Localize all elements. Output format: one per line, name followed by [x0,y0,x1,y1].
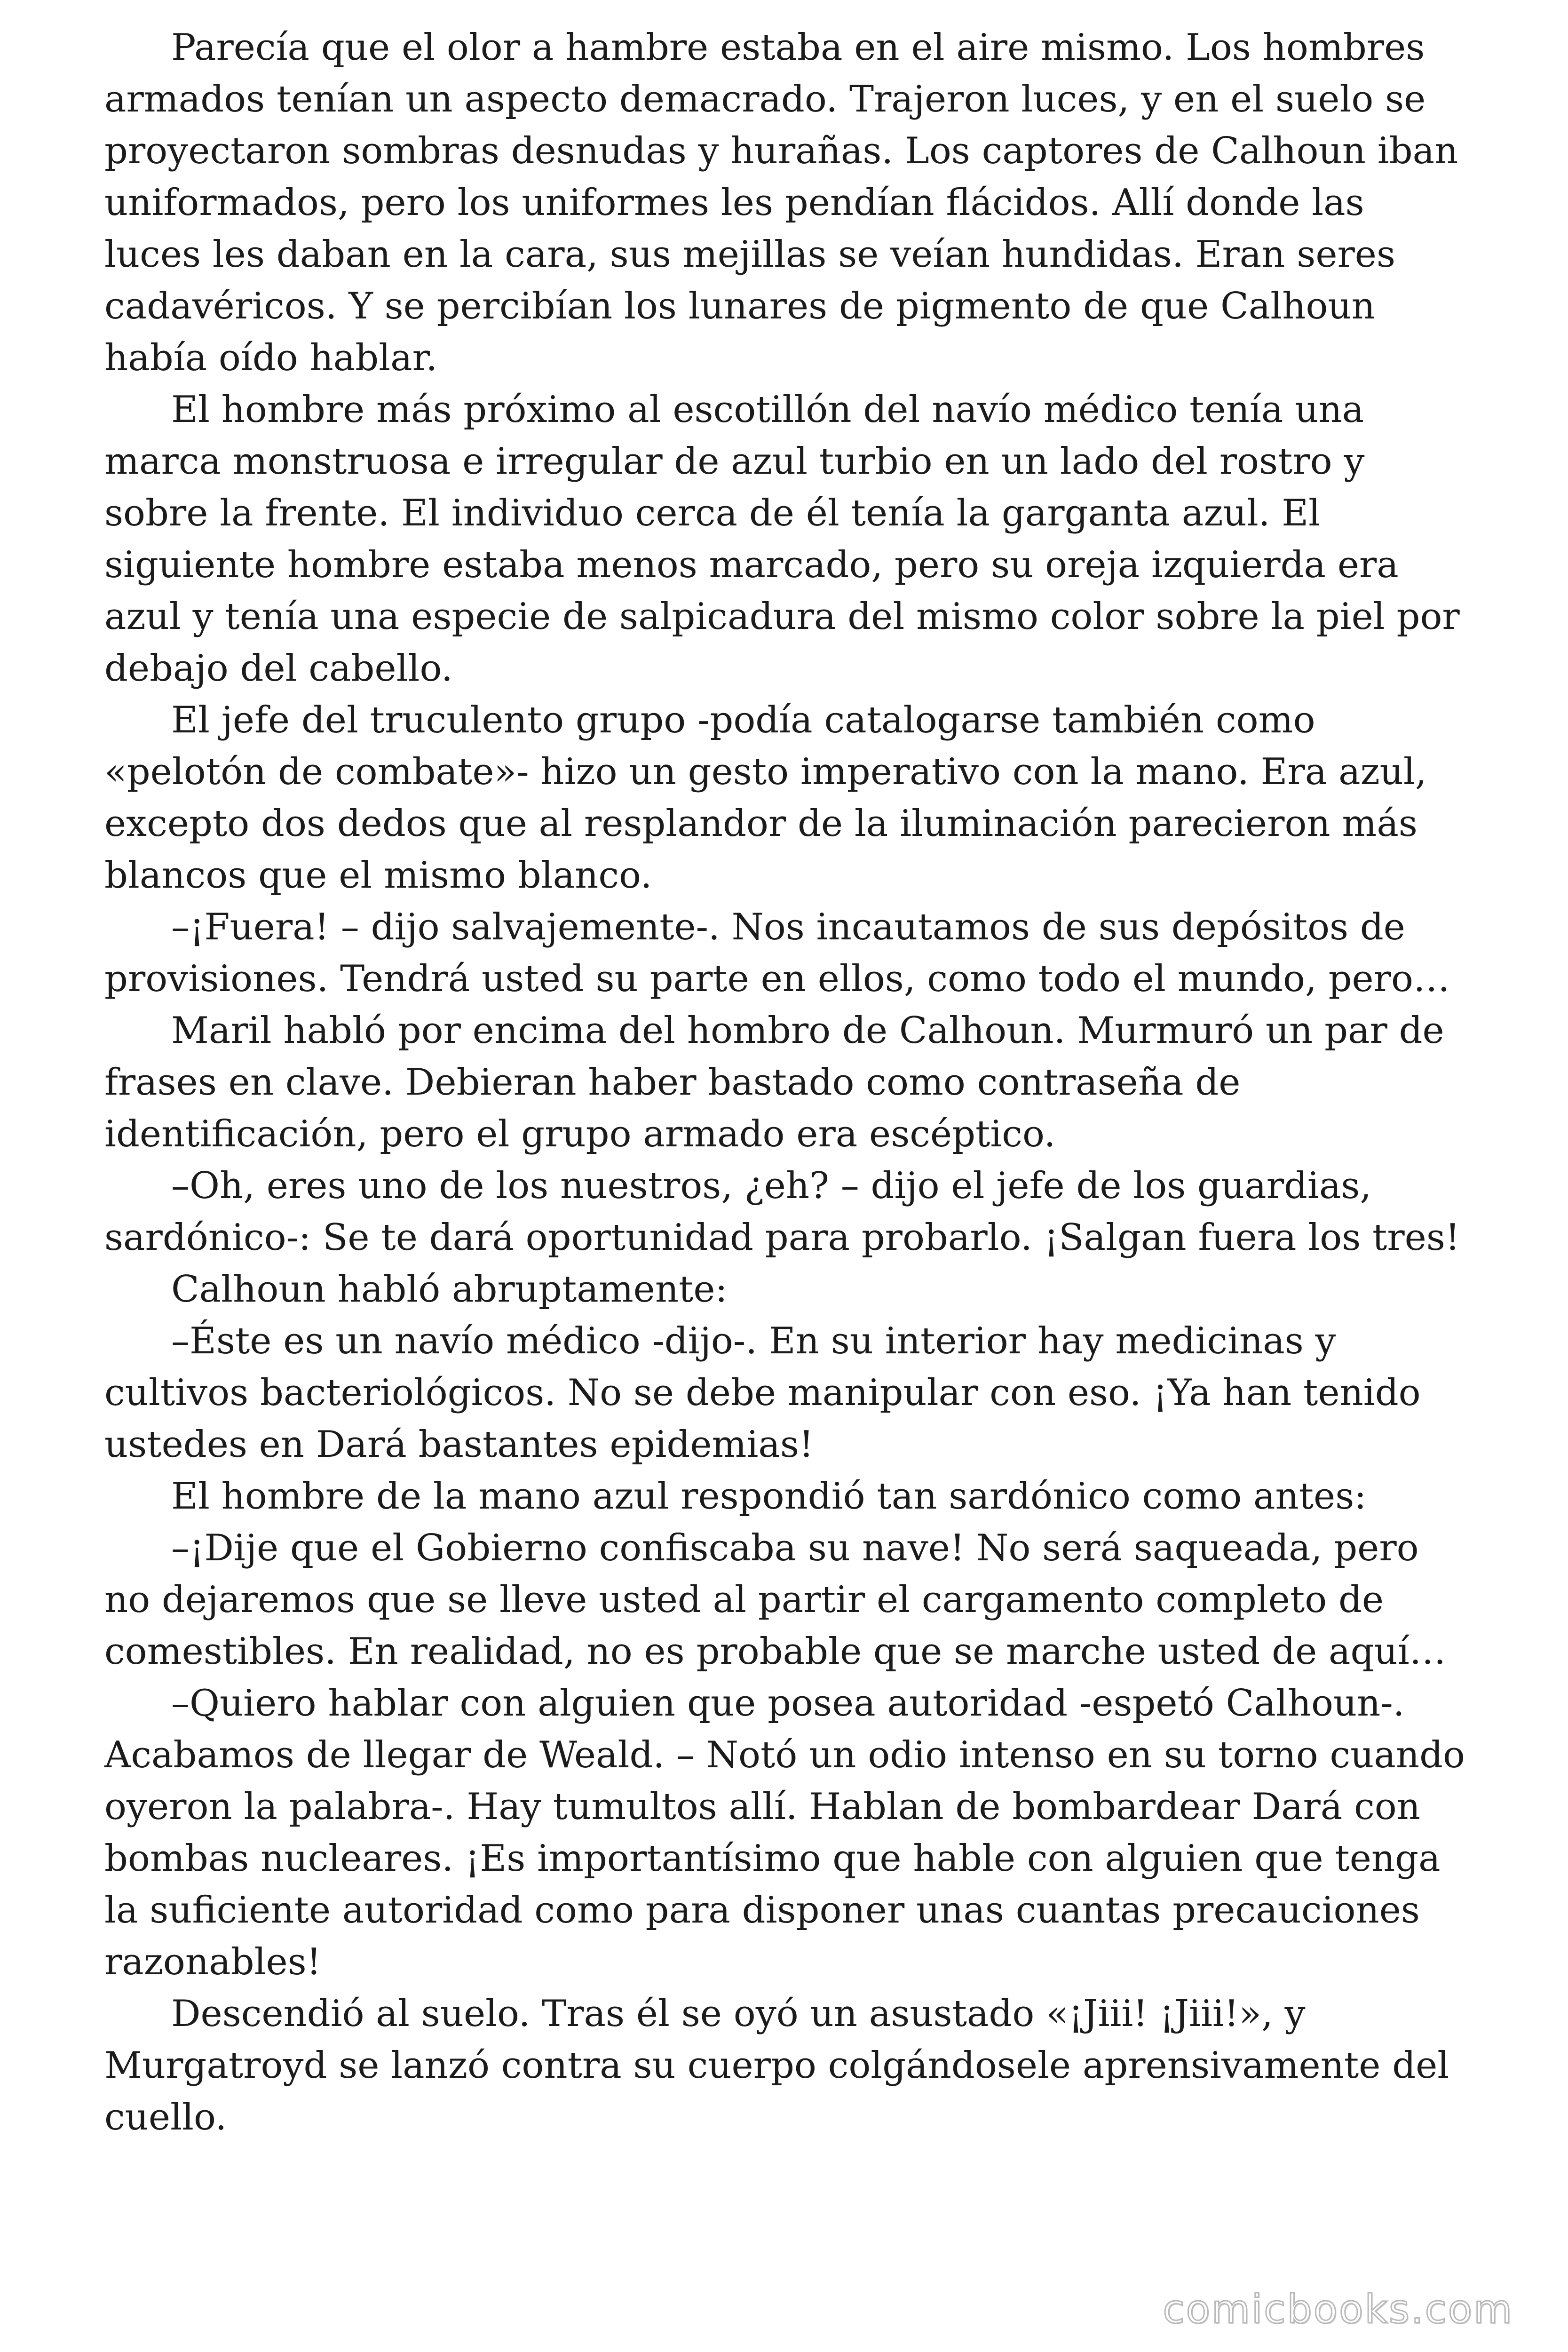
paragraph: Calhoun habló abruptamente: [171,1268,728,1311]
paragraph: Maril habló por encima del hombro de Calhoun. Murmuró un par de frases en clave. Debieran haber bastado como contraseña de identificación, pero el grupo armado era escéptico. [104,1009,1444,1155]
paragraph: –¡Dije que el Gobierno confiscaba su nave! No será saqueada, pero no dejaremos que se lleve usted al partir el cargamento completo de comestibles. En realidad, no es probable que se marche usted de aquí… [104,1527,1446,1673]
paragraph: –Quiero hablar con alguien que posea autoridad -espetó Calhoun-. Acabamos de llegar de Weald. – Notó un odio intenso en su torno cuando oyeron la palabra-. Hay tumultos allí. Hablan de bombardear Dará con bombas nucleares. ¡Es importantísimo que hable con alguien que tenga la suficiente autoridad como para disponer unas cuantas precauciones razonables! [104,1682,1465,1983]
paragraph: El jefe del truculento grupo -podía catalogarse también como «pelotón de combate»- hizo un gesto imperativo con la mano. Era azul, excepto dos dedos que al resplandor de la iluminación parecieron más blancos que el mismo blanco. [104,699,1427,897]
book-page-text [104,22,1468,2143]
watermark-logo: comicbooks.com [1163,2286,1513,2332]
paragraph: El hombre más próximo al escotillón del navío médico tenía una marca monstruosa e irregular de azul turbio en un lado del rostro y sobre la frente. El individuo cerca de él tenía la garganta azul. El siguiente hombre estaba menos marcado, pero su oreja izquierda era azul y tenía una especie de salpicadura del mismo color sobre la piel por debajo del cabello. [104,389,1460,690]
paragraph: Parecía que el olor a hambre estaba en el aire mismo. Los hombres armados tenían un aspecto demacrado. Trajeron luces, y en el suelo se proyectaron sombras desnudas y hurañas. Los captores de Calhoun iban uniformados, pero los uniformes les pendían flácidos. Allí donde las luces les daban en la cara, sus mejillas se veían hundidas. Eran seres cadavéricos. Y se percibían los lunares de pigmento de que Calhoun había oído hablar. [104,26,1458,379]
paragraph: El hombre de la mano azul respondió tan sardónico como antes: [171,1475,1367,1518]
paragraph: –¡Fuera! – dijo salvajemente-. Nos incautamos de sus depósitos de provisiones. Tendrá usted su parte en ellos, como todo el mundo, pero… [104,906,1450,1000]
paragraph: –Oh, eres uno de los nuestros, ¿eh? – dijo el jefe de los guardias, sardónico-: Se te dará oportunidad para probarlo. ¡Salgan fuera los tres! [104,1165,1460,1259]
paragraph: –Éste es un navío médico -dijo-. En su interior hay medicinas y cultivos bacteriológicos. No se debe manipular con eso. ¡Ya han tenido ustedes en Dará bastantes epidemias! [104,1320,1421,1466]
paragraph: Descendió al suelo. Tras él se oyó un asustado «¡Jiii! ¡Jiii!», y Murgatroyd se lanzó contra su cuerpo colgándosele aprensivamente del cuello. [104,1993,1449,2138]
